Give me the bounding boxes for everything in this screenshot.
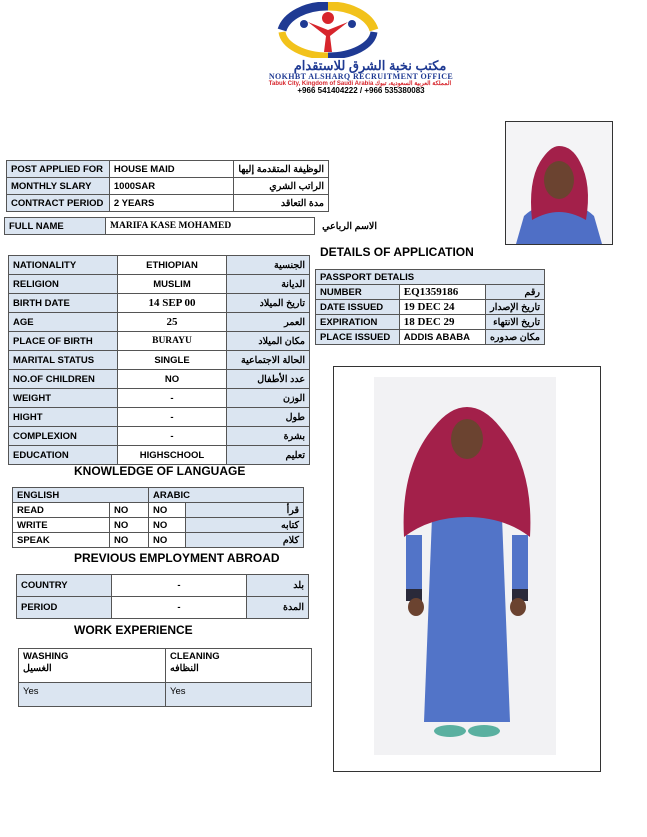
place-of-birth-label: PLACE OF BIRTH — [9, 332, 118, 351]
period-ar: المدة — [247, 597, 309, 619]
date-issued-ar: تاريخ الإصدار — [485, 300, 544, 315]
birth-date-label: BIRTH DATE — [9, 294, 118, 313]
expiration-ar: تاريخ الانتهاء — [485, 315, 544, 330]
nationality-ar: الجنسية — [227, 256, 310, 275]
company-name-arabic: مكتب نخبة الشرق للاستقدام — [293, 58, 447, 73]
work-experience-heading: WORK EXPERIENCE — [74, 623, 193, 637]
company-phones: +966 541404222 / +966 535380083 — [297, 86, 425, 95]
company-logo — [268, 2, 388, 58]
monthly-salary-label: MONTHLY SLARY — [7, 178, 110, 195]
age-value: 25 — [118, 313, 227, 332]
place-issued-label: PLACE ISSUED — [316, 330, 400, 345]
speak-label: SPEAK — [13, 533, 110, 548]
read-arabic: NO — [149, 503, 186, 518]
language-table — [12, 487, 304, 548]
period-value: - — [112, 597, 247, 619]
nationality-value: ETHIOPIAN — [118, 256, 227, 275]
weight-label: WEIGHT — [9, 389, 118, 408]
complexion-ar: بشرة — [227, 427, 310, 446]
full-name-label: FULL NAME — [5, 218, 106, 235]
period-label: PERIOD — [17, 597, 112, 619]
country-ar: بلد — [247, 575, 309, 597]
english-column-header: ENGLISH — [13, 488, 149, 503]
height-label: HIGHT — [9, 408, 118, 427]
full-body-photo — [333, 366, 601, 772]
height-value: - — [118, 408, 227, 427]
marital-status-ar: الحالة الاجتماعية — [227, 351, 310, 370]
contract-period-ar: مدة التعاقد — [234, 195, 329, 212]
post-applied-ar: الوظيفة المتقدمة إليها — [234, 161, 329, 178]
post-applied-label: POST APPLIED FOR — [7, 161, 110, 178]
read-english: NO — [110, 503, 149, 518]
portrait-photo — [505, 121, 613, 245]
full-name-value: MARIFA KASE MOHAMED — [106, 218, 315, 235]
washing-value: Yes — [19, 683, 166, 707]
personal-details-table — [8, 255, 310, 465]
washing-cell — [19, 649, 166, 683]
date-issued-label: DATE ISSUED — [316, 300, 400, 315]
passport-number-label: NUMBER — [316, 285, 400, 300]
arabic-column-header: ARABIC — [149, 488, 304, 503]
expiration-label: EXPIRATION — [316, 315, 400, 330]
nationality-label: NATIONALITY — [9, 256, 118, 275]
contract-period-label: CONTRACT PERIOD — [7, 195, 110, 212]
washing-label: WASHING — [23, 651, 69, 662]
cleaning-label-ar: النظافه — [170, 663, 199, 674]
passport-number-ar: رقم — [485, 285, 544, 300]
passport-table — [315, 269, 545, 345]
complexion-value: - — [118, 427, 227, 446]
country-value: - — [112, 575, 247, 597]
religion-value: MUSLIM — [118, 275, 227, 294]
birth-date-value: 14 SEP 00 — [118, 294, 227, 313]
write-label: WRITE — [13, 518, 110, 533]
speak-arabic: NO — [149, 533, 186, 548]
company-address: Tabuk City, Kingdom of Saudi Arabia المملكة العربية السعودية، تبوك — [268, 81, 452, 87]
passport-title: PASSPORT DETALIS — [316, 270, 545, 285]
education-label: EDUCATION — [9, 446, 118, 465]
weight-value: - — [118, 389, 227, 408]
monthly-salary-ar: الراتب الشري — [234, 178, 329, 195]
marital-status-label: MARITAL STATUS — [9, 351, 118, 370]
full-name-table — [4, 217, 381, 235]
place-of-birth-ar: مكان الميلاد — [227, 332, 310, 351]
children-label: NO.OF CHILDREN — [9, 370, 118, 389]
weight-ar: الوزن — [227, 389, 310, 408]
previous-employment-heading: PREVIOUS EMPLOYMENT ABROAD — [74, 551, 280, 565]
passport-number-value: EQ1359186 — [399, 285, 485, 300]
read-label: READ — [13, 503, 110, 518]
cleaning-cell — [166, 649, 312, 683]
date-issued-value: 19 DEC 24 — [399, 300, 485, 315]
height-ar: طول — [227, 408, 310, 427]
full-name-ar: الاسم الرباعي — [315, 218, 382, 235]
washing-label-ar: الغسيل — [23, 663, 52, 674]
place-issued-value: ADDIS ABABA — [399, 330, 485, 345]
post-applied-value: HOUSE MAID — [109, 161, 234, 178]
details-of-application-heading: DETAILS OF APPLICATION — [320, 245, 474, 259]
write-ar: كتابه — [186, 518, 304, 533]
religion-ar: الديانة — [227, 275, 310, 294]
expiration-value: 18 DEC 29 — [399, 315, 485, 330]
age-label: AGE — [9, 313, 118, 332]
children-ar: عدد الأطفال — [227, 370, 310, 389]
complexion-label: COMPLEXION — [9, 427, 118, 446]
education-ar: تعليم — [227, 446, 310, 465]
write-english: NO — [110, 518, 149, 533]
contract-table — [6, 160, 329, 212]
place-issued-ar: مكان صدوره — [485, 330, 544, 345]
speak-english: NO — [110, 533, 149, 548]
monthly-salary-value: 1000SAR — [109, 178, 234, 195]
country-label: COUNTRY — [17, 575, 112, 597]
cleaning-label: CLEANING — [170, 651, 220, 662]
age-ar: العمر — [227, 313, 310, 332]
education-value: HIGHSCHOOL — [118, 446, 227, 465]
speak-ar: كلام — [186, 533, 304, 548]
birth-date-ar: تاريخ الميلاد — [227, 294, 310, 313]
work-experience-table — [18, 648, 312, 707]
cleaning-value: Yes — [166, 683, 312, 707]
marital-status-value: SINGLE — [118, 351, 227, 370]
write-arabic: NO — [149, 518, 186, 533]
knowledge-of-language-heading: KNOWLEDGE OF LANGUAGE — [74, 464, 246, 478]
children-value: NO — [118, 370, 227, 389]
previous-employment-table — [16, 574, 309, 619]
read-ar: قرأ — [186, 503, 304, 518]
company-name-english: NOKHBT ALSHARQ RECRUITMENT OFFICE — [268, 72, 454, 81]
contract-period-value: 2 YEARS — [109, 195, 234, 212]
place-of-birth-value: BURAYU — [118, 332, 227, 351]
religion-label: RELIGION — [9, 275, 118, 294]
